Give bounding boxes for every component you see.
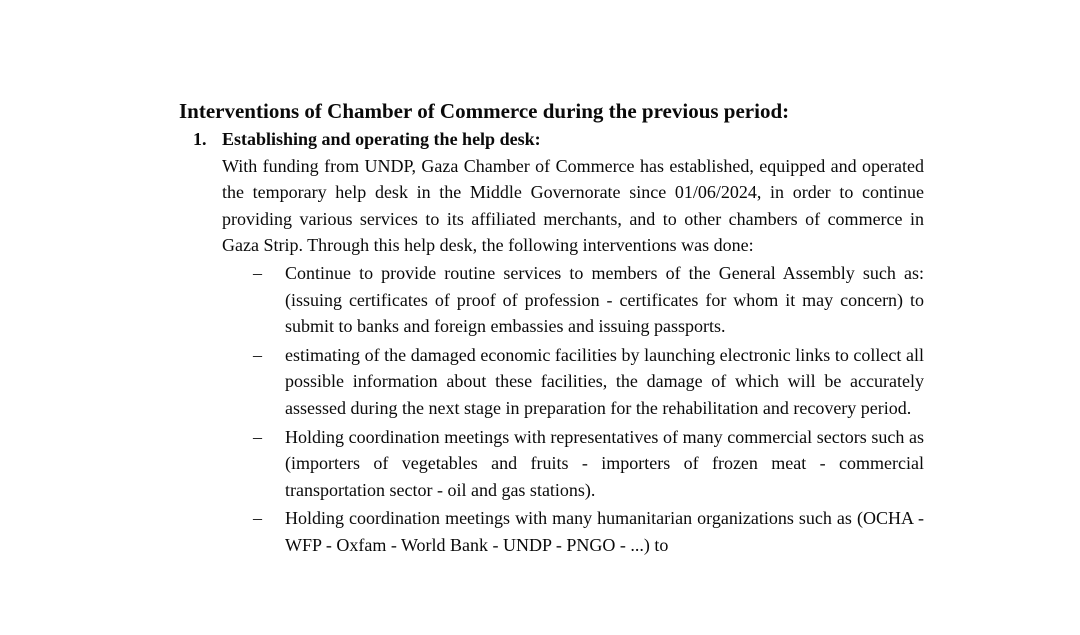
numbered-heading	[193, 126, 924, 153]
dash-bullet-marker: –	[253, 262, 262, 283]
section-heading: Establishing and operating the help desk:	[222, 129, 541, 149]
bullet-text: Holding coordination meetings with many humanitarian organizations such as (OCHA - WFP - Oxfam - World Bank - UNDP - PNGO - ...) to	[285, 508, 924, 555]
bullet-text: estimating of the damaged economic facilities by launching electronic links to collect all possible information about these facilities, the damage of which will be accurately assessed during the next stage in preparation for the rehabilitation and recovery period.	[285, 344, 924, 418]
list-number: 1.	[193, 129, 207, 149]
bullet-list	[253, 260, 924, 559]
document-title: Interventions of Chamber of Commerce during the previous period:	[179, 99, 790, 124]
document-body	[193, 126, 924, 559]
list-item	[253, 505, 924, 558]
list-item	[253, 424, 924, 504]
dash-bullet-marker: –	[253, 508, 262, 529]
bullet-text: Holding coordination meetings with representatives of many commercial sectors such as (importers of vegetables and fruits - importers of frozen meat - commercial transportation sector - oil and gas stations).	[285, 426, 924, 500]
dash-bullet-marker: –	[253, 344, 262, 365]
bullet-text: Continue to provide routine services to members of the General Assembly such as: (issuing certificates of proof of profession - certificates for whom it may concern) to submit to banks and foreign embassies and issuing passports.	[285, 262, 924, 337]
list-item	[253, 260, 924, 340]
list-item	[253, 342, 924, 422]
intro-paragraph: With funding from UNDP, Gaza Chamber of Commerce has established, equipped and operated the temporary help desk in the Middle Governorate since 01/06/2024, in order to continue providing various services to its affiliated merchants, and to other chambers of commerce in Gaza Strip. Through this help desk, the following interventions was done:	[222, 155, 924, 256]
dash-bullet-marker: –	[253, 426, 262, 447]
